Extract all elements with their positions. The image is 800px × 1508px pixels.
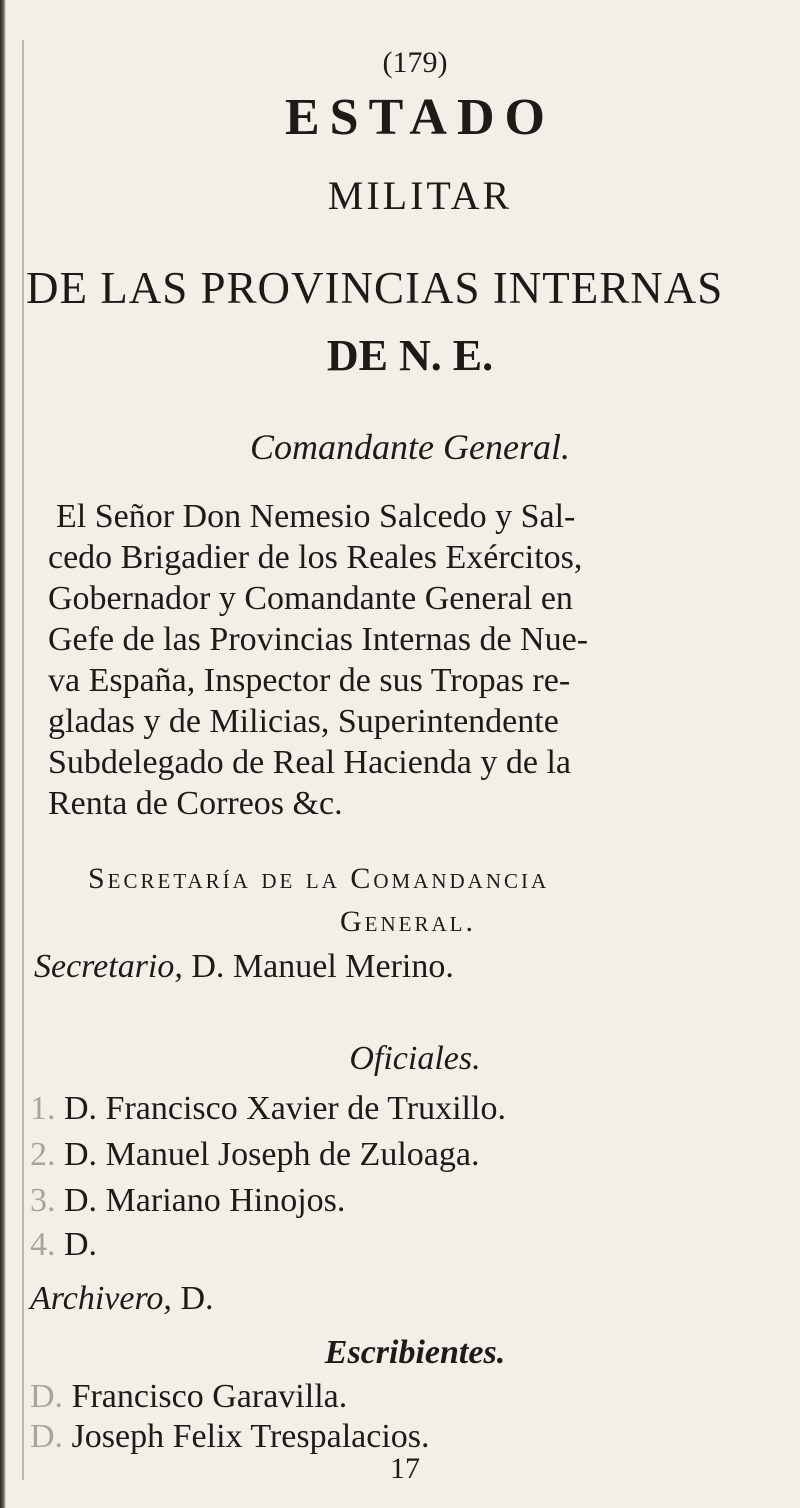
region-heading: DE N. E. (326, 331, 494, 380)
paragraph-line: gladas y de Milicias, Superintendente (48, 703, 559, 740)
secretariat-heading-cont: General. (340, 905, 476, 938)
list-item (30, 1182, 345, 1220)
page-edge (0, 0, 6, 1508)
page-title: ESTADO (285, 89, 555, 146)
officers-heading: Oficiales. (349, 1040, 481, 1077)
list-text: Francisco Garavilla. (71, 1378, 348, 1415)
list-marker: 1. (30, 1090, 56, 1127)
archivist-name: D. (180, 1280, 214, 1317)
list-text: Joseph Felix Trespalacios. (71, 1418, 430, 1455)
list-item (30, 1136, 479, 1174)
margin-line (22, 40, 24, 1480)
list-text: D. (64, 1226, 98, 1263)
paragraph-line: Renta de Correos &c. (48, 785, 343, 822)
secretary-line (34, 948, 454, 986)
paragraph-line: cedo Brigadier de los Reales Exércitos, (48, 539, 583, 576)
list-text: D. Francisco Xavier de Truxillo. (64, 1090, 506, 1127)
clerks-heading: Escribientes. (324, 1334, 506, 1371)
list-marker: D. (30, 1418, 64, 1455)
list-item (30, 1378, 347, 1416)
provinces-heading: DE LAS PROVINCIAS INTERNAS (26, 263, 724, 313)
secretariat-heading: Secretaría de la Comandancia (88, 862, 550, 895)
commander-paragraph (48, 496, 768, 824)
list-item (30, 1090, 506, 1128)
commander-heading: Comandante General. (250, 427, 570, 467)
list-text: D. Manuel Joseph de Zuloaga. (64, 1136, 480, 1173)
list-item (30, 1226, 97, 1264)
paragraph-line: Subdelegado de Real Hacienda y de la (48, 744, 572, 781)
list-marker: 2. (30, 1136, 56, 1173)
list-marker: D. (30, 1378, 64, 1415)
secretary-name: D. Manuel Merino. (191, 948, 454, 985)
paragraph-line: Gefe de las Provincias Internas de Nue- (48, 621, 589, 658)
list-item (30, 1418, 430, 1456)
paragraph-line: Gobernador y Comandante General en (48, 580, 573, 617)
page-number: (179) (382, 46, 448, 79)
archivist-label: Archivero, (30, 1280, 172, 1317)
paragraph-line: va España, Inspector de sus Tropas re- (48, 662, 571, 699)
list-marker: 4. (30, 1226, 56, 1263)
list-marker: 3. (30, 1182, 56, 1219)
list-text: D. Mariano Hinojos. (64, 1182, 346, 1219)
signature-mark: 17 (390, 1452, 420, 1485)
paragraph-line: El Señor Don Nemesio Salcedo y Sal- (56, 498, 576, 535)
archivist-line (30, 1280, 214, 1318)
page-subtitle: MILITAR (327, 173, 513, 218)
secretary-label: Secretario, (34, 948, 183, 985)
